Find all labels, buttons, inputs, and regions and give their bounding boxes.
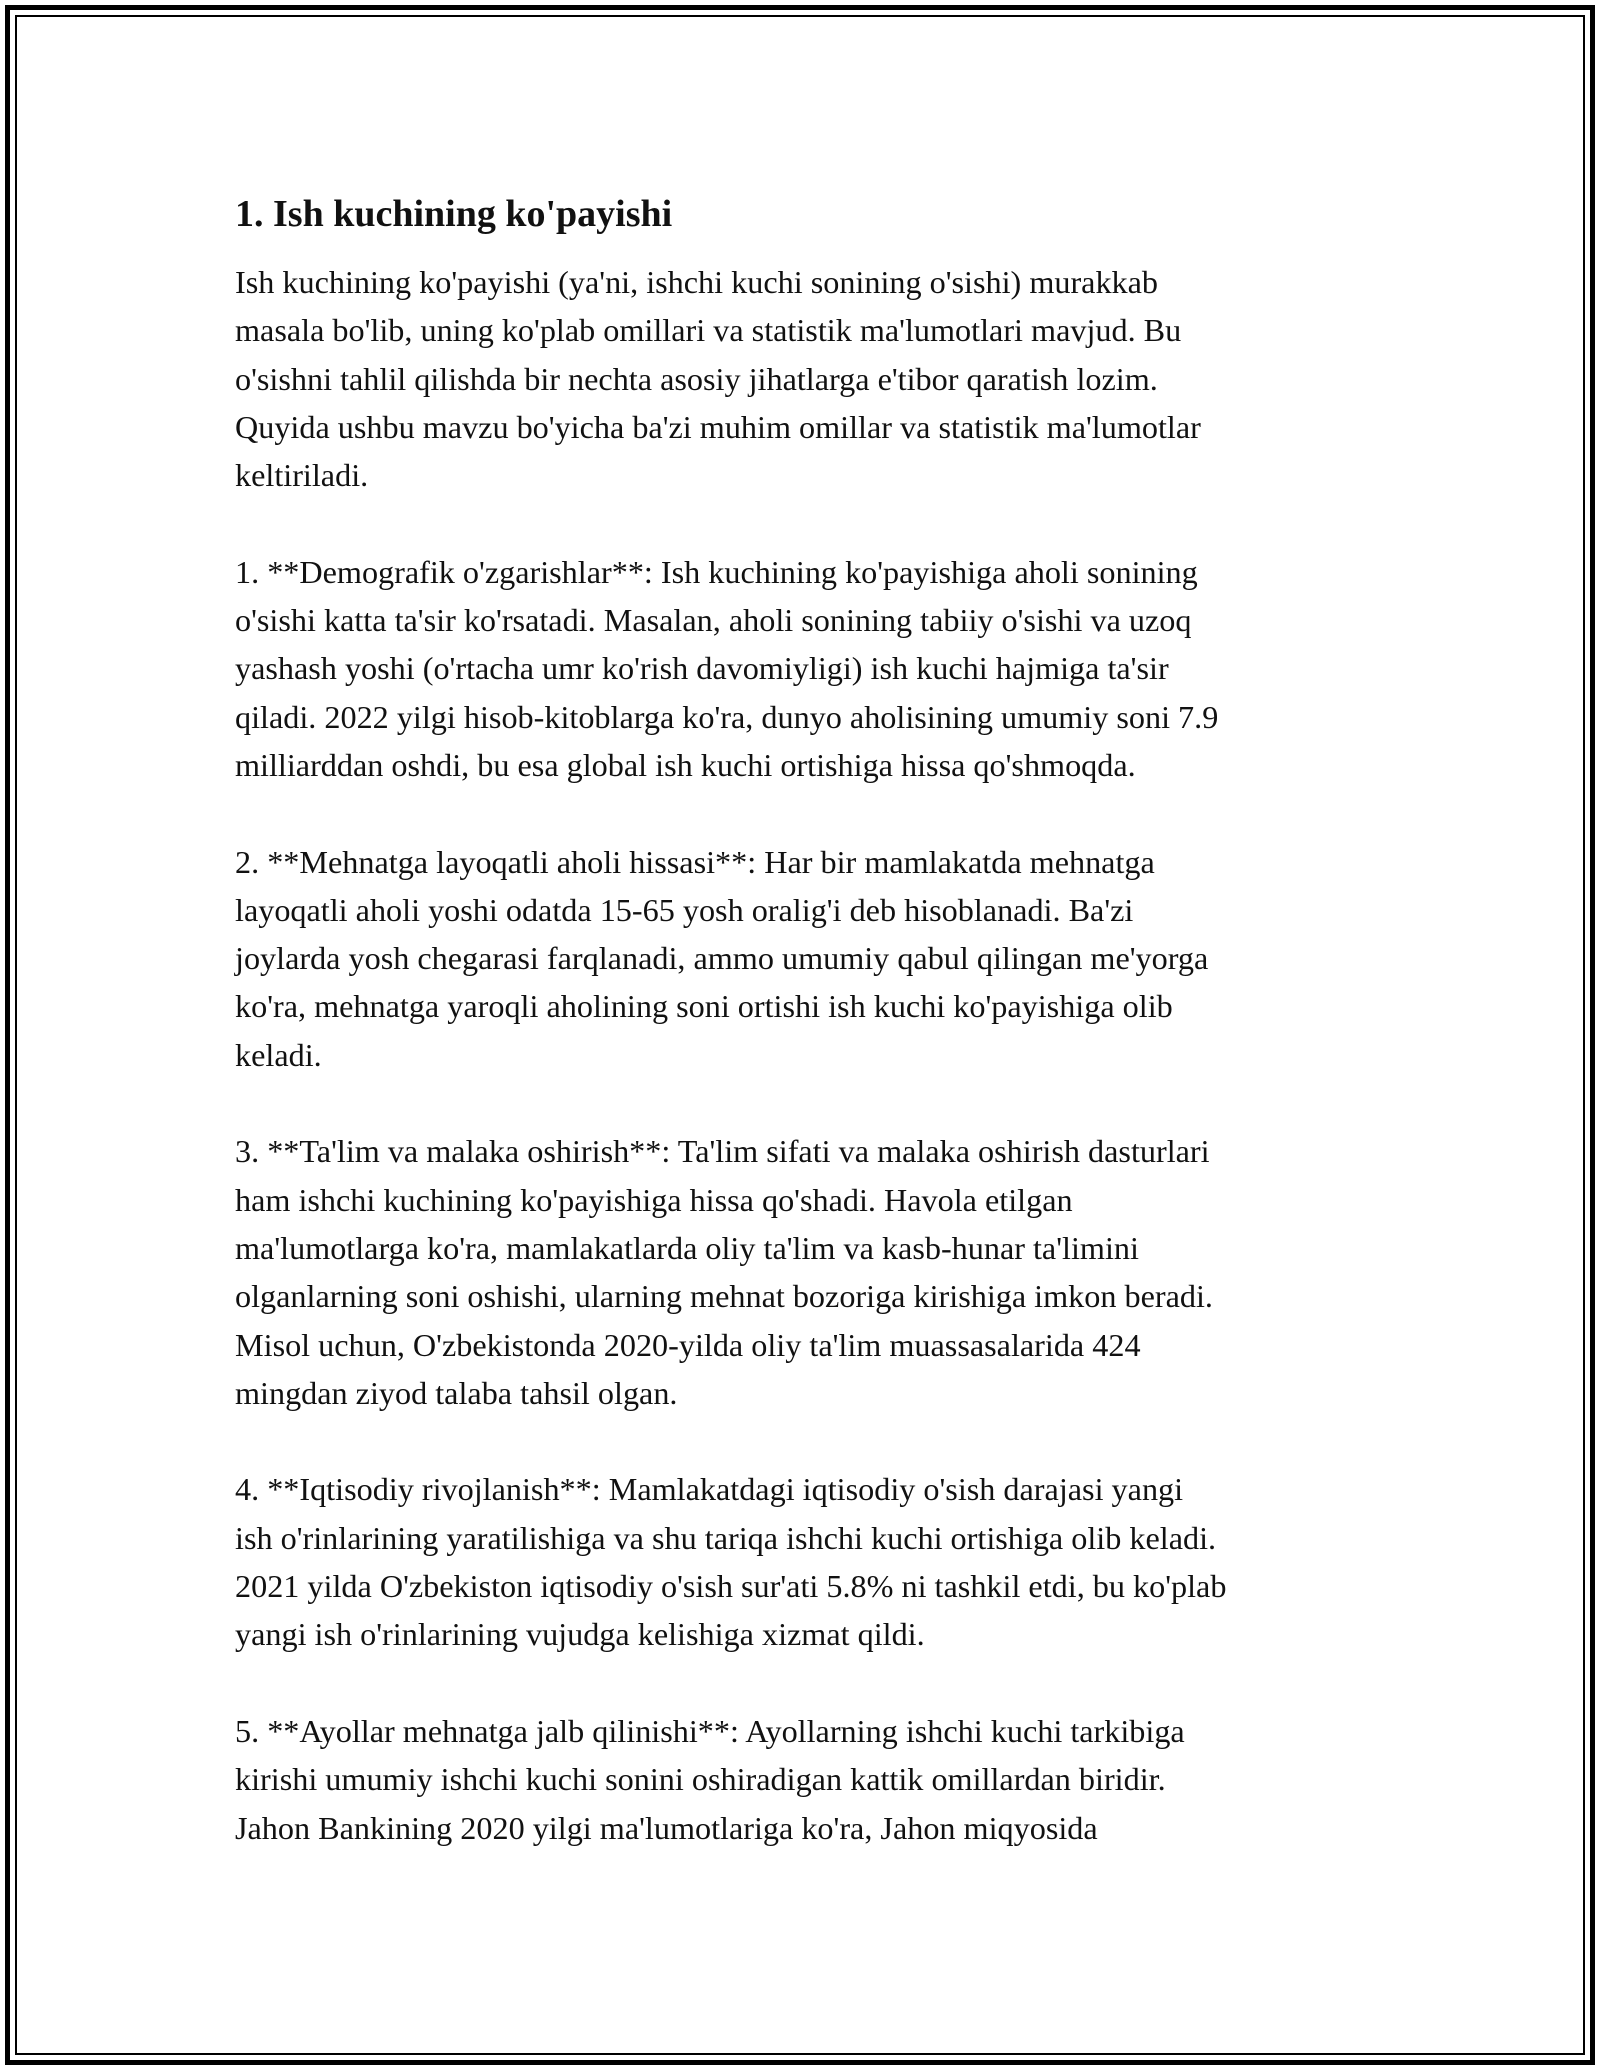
text-line: masala bo'lib, uning ko'plab omillari va statistik ma'lumotlari mavjud. Bu (235, 312, 1182, 349)
text-line: qiladi. 2022 yilgi hisob-kitoblarga ko'ra, dunyo aholisining umumiy soni 7.9 (235, 698, 1219, 735)
paragraph-6 (235, 1707, 1385, 1852)
paragraph-3 (235, 838, 1385, 1079)
section-heading: 1. Ish kuchining ko'payishi (235, 193, 673, 235)
text-line: milliarddan oshdi, bu esa global ish kuchi ortishiga hissa qo'shmoqda. (235, 746, 1136, 783)
text-line: ish o'rinlarining yaratilishiga va shu tariqa ishchi kuchi ortishiga olib keladi. (235, 1519, 1217, 1556)
text-line: yashash yoshi (o'rtacha umr ko'rish davomiyligi) ish kuchi hajmiga ta'sir (235, 650, 1169, 687)
text-line: joylarda yosh chegarasi farqlanadi, ammo umumiy qabul qilingan me'yorga (235, 940, 1209, 977)
text-line: ma'lumotlarga ko'ra, mamlakatlarda oliy ta'lim va kasb-hunar ta'limini (235, 1229, 1139, 1266)
text-line: keladi. (235, 1036, 322, 1073)
paragraph-5 (235, 1465, 1385, 1658)
text-line: o'sishni tahlil qilishda bir nechta asosiy jihatlarga e'tibor qaratish lozim. (235, 360, 1158, 397)
text-line: 1. **Demografik o'zgarishlar**: Ish kuchining ko'payishiga aholi sonining (235, 553, 1198, 590)
paragraph-4 (235, 1127, 1385, 1417)
text-line: kirishi umumiy ishchi kuchi sonini oshiradigan kattik omillardan biridir. (235, 1761, 1166, 1798)
paragraph-2 (235, 548, 1385, 789)
text-line: 5. **Ayollar mehnatga jalb qilinishi**: Ayollarning ishchi kuchi tarkibiga (235, 1712, 1185, 1749)
text-line: Ish kuchining ko'payishi (ya'ni, ishchi kuchi sonining o'sishi) murakkab (235, 264, 1159, 300)
text-line: 2. **Mehnatga layoqatli aholi hissasi**: Har bir mamlakatda mehnatga (235, 843, 1155, 880)
text-line: o'sishi katta ta'sir ko'rsatadi. Masalan, aholi sonining tabiiy o'sishi va uzoq (235, 602, 1192, 639)
text-line: 3. **Ta'lim va malaka oshirish**: Ta'lim sifati va malaka oshirish dasturlari (235, 1133, 1210, 1170)
paragraph-1 (235, 258, 1385, 499)
document-body (235, 188, 1385, 1900)
text-line: ko'ra, mehnatga yaroqli aholining soni ortishi ish kuchi ko'payishiga olib (235, 988, 1173, 1025)
text-line: Jahon Bankining 2020 yilgi ma'lumotlariga ko'ra, Jahon miqyosida (235, 1809, 1098, 1846)
text-line: olganlarning soni oshishi, ularning mehnat bozoriga kirishiga imkon beradi. (235, 1278, 1213, 1315)
text-line: Misol uchun, O'zbekistonda 2020-yilda oliy ta'lim muassasalarida 424 (235, 1326, 1141, 1363)
text-line: 4. **Iqtisodiy rivojlanish**: Mamlakatdagi iqtisodiy o'sish darajasi yangi (235, 1471, 1184, 1508)
text-line: mingdan ziyod talaba tahsil olgan. (235, 1374, 678, 1411)
text-line: Quyida ushbu mavzu bo'yicha ba'zi muhim omillar va statistik ma'lumotlar (235, 408, 1201, 445)
text-line: 2021 yilda O'zbekiston iqtisodiy o'sish sur'ati 5.8% ni tashkil etdi, bu ko'plab (235, 1568, 1227, 1605)
text-line: ham ishchi kuchining ko'payishiga hissa qo'shadi. Havola etilgan (235, 1181, 1073, 1218)
paragraphs-container (235, 258, 1385, 1852)
text-line: layoqatli aholi yoshi odatda 15-65 yosh oralig'i deb hisoblanadi. Ba'zi (235, 891, 1134, 928)
text-line: keltiriladi. (235, 457, 369, 494)
text-line: yangi ish o'rinlarining vujudga kelishiga xizmat qildi. (235, 1616, 925, 1653)
